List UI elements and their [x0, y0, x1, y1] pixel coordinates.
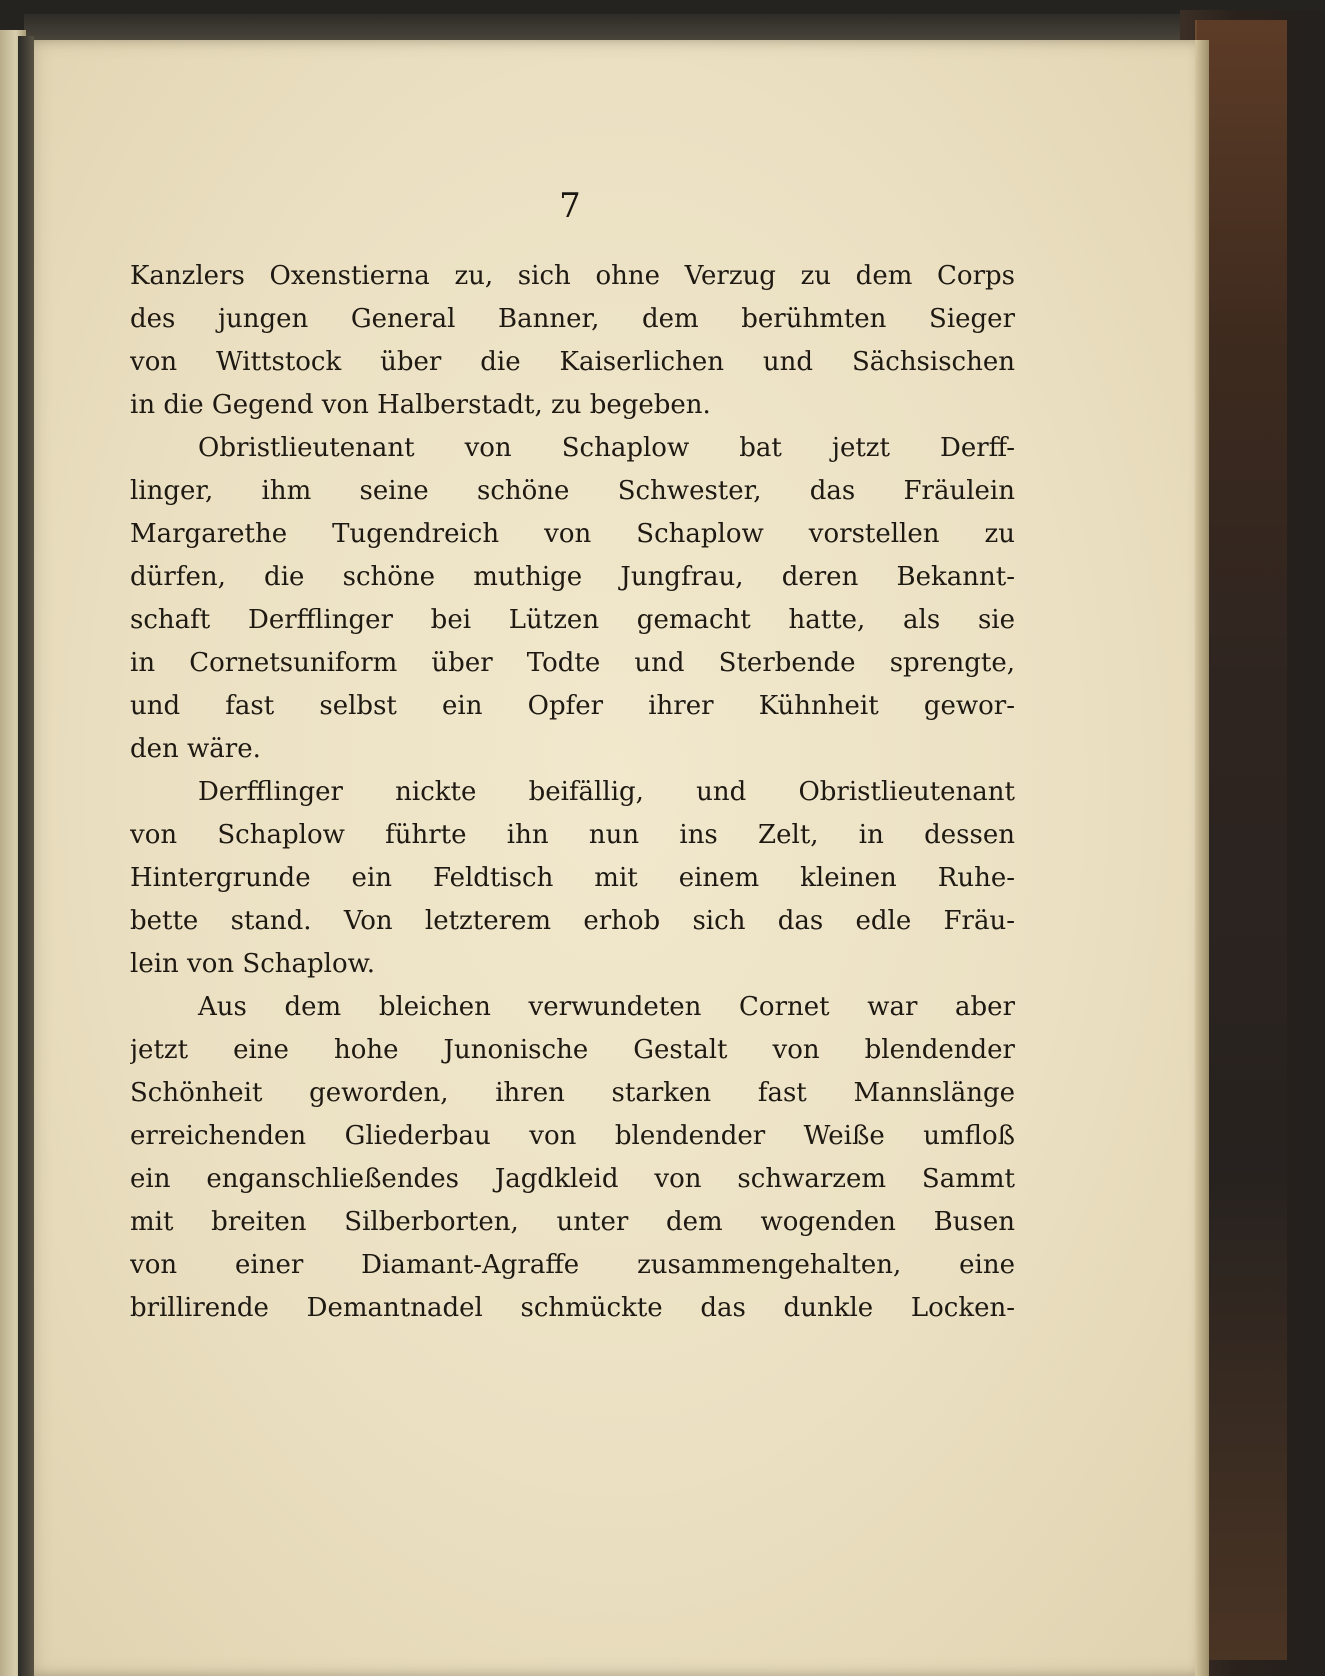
- text-line: Kanzlers Oxenstierna zu, sich ohne Verzug zu dem Corps: [130, 261, 1015, 291]
- text-line: schaft Derfflinger bei Lützen gemacht hatte, als sie: [130, 605, 1015, 635]
- text-line: den wäre.: [130, 734, 261, 764]
- text-line: brillirende Demantnadel schmückte das dunkle Locken-: [130, 1293, 1015, 1323]
- text-line: in die Gegend von Halberstadt, zu begeben.: [130, 390, 711, 420]
- text-line: ein enganschließendes Jagdkleid von schwarzem Sammt: [130, 1164, 1015, 1194]
- text-line: und fast selbst ein Opfer ihrer Kühnheit gewor-: [130, 691, 1015, 721]
- text-line: von Schaplow führte ihn nun ins Zelt, in dessen: [130, 820, 1015, 850]
- text-line: Aus dem bleichen verwundeten Cornet war aber: [198, 992, 1015, 1022]
- text-line: Derfflinger nickte beifällig, und Obristlieutenant: [198, 777, 1015, 807]
- text-line: des jungen General Banner, dem berühmten Sieger: [130, 304, 1015, 334]
- body-text: [130, 255, 1015, 1330]
- page-right-edge: [1195, 40, 1209, 1676]
- text-line: dürfen, die schöne muthige Jungfrau, deren Bekannt-: [130, 562, 1015, 592]
- text-line: bette stand. Von letzterem erhob sich das edle Fräu-: [130, 906, 1015, 936]
- text-line: von einer Diamant-Agraffe zusammengehalten, eine: [130, 1250, 1015, 1280]
- spine-shadow: [18, 36, 34, 1676]
- page-number: 7: [559, 186, 581, 226]
- page-top-shadow: [24, 14, 1204, 42]
- text-line: jetzt eine hohe Junonische Gestalt von blendender: [130, 1035, 1015, 1065]
- text-line: linger, ihm seine schöne Schwester, das Fräulein: [130, 476, 1015, 506]
- text-line: erreichenden Gliederbau von blendender Weiße umfloß: [130, 1121, 1015, 1151]
- text-line: Obristlieutenant von Schaplow bat jetzt Derff-: [198, 433, 1015, 463]
- text-line: in Cornetsuniform über Todte und Sterbende sprengte,: [130, 648, 1015, 678]
- text-line: von Wittstock über die Kaiserlichen und Sächsischen: [130, 347, 1015, 377]
- text-line: Schönheit geworden, ihren starken fast Mannslänge: [130, 1078, 1015, 1108]
- text-line: Margarethe Tugendreich von Schaplow vorstellen zu: [130, 519, 1015, 549]
- text-line: mit breiten Silberborten, unter dem wogenden Busen: [130, 1207, 1015, 1237]
- text-line: Hintergrunde ein Feldtisch mit einem kleinen Ruhe-: [130, 863, 1015, 893]
- text-line: lein von Schaplow.: [130, 949, 376, 979]
